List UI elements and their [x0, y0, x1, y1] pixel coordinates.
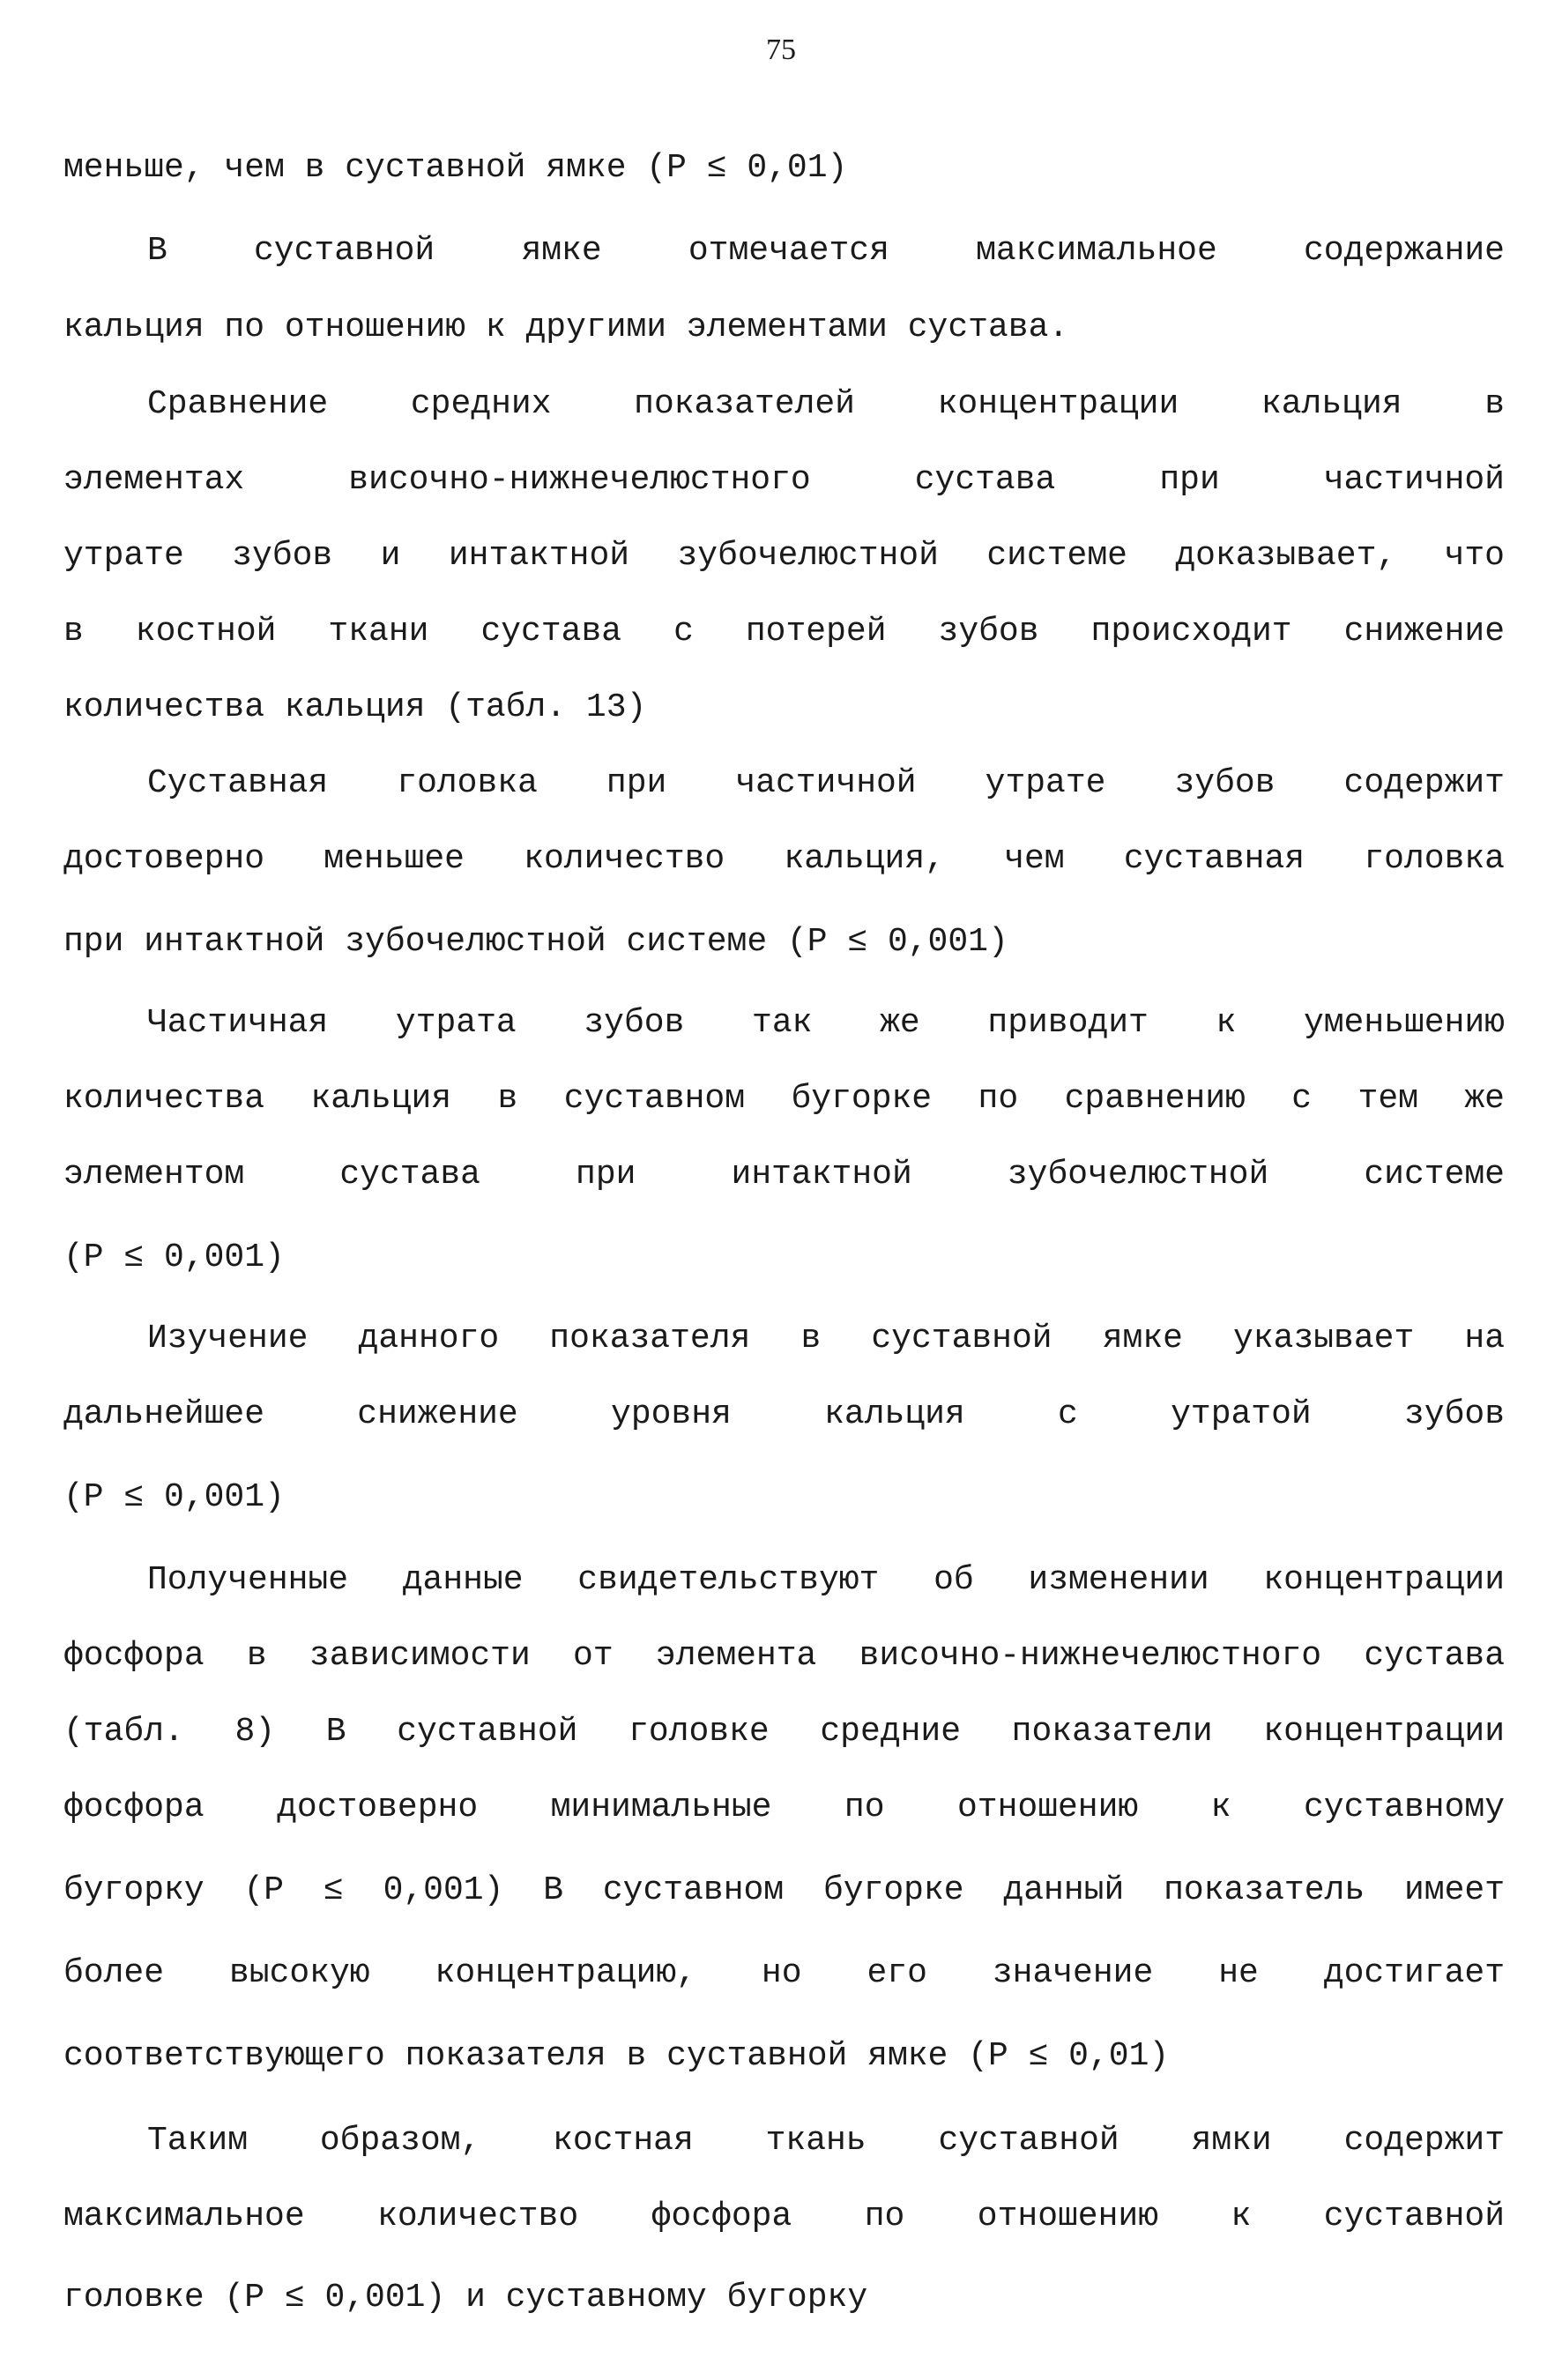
text-line: фосфора в зависимости от элемента височно-нижнечелюстного сустава — [63, 1637, 1505, 1675]
text-line: элементом сустава при интактной зубочелюстной системе — [63, 1156, 1505, 1194]
text-line: В суставной ямке отмечается максимальное содержание — [147, 232, 1505, 270]
text-line: Частичная утрата зубов так же приводит к уменьшению — [147, 1004, 1505, 1042]
text-line: фосфора достоверно минимальные по отношению к суставному — [63, 1789, 1505, 1826]
text-line: кальция по отношению к другими элементами сустава. — [63, 309, 1069, 346]
text-line: элементах височно-нижнечелюстного сустава при частичной — [63, 461, 1505, 499]
text-line: максимальное количество фосфора по отношению к суставной — [63, 2198, 1505, 2235]
text-line: (P ≤ 0,001) — [63, 1238, 285, 1276]
text-line: в костной ткани сустава с потерей зубов происходит снижение — [63, 613, 1505, 651]
text-line: количества кальция (табл. 13) — [63, 688, 647, 726]
text-line: Сравнение средних показателей концентрации кальция в — [147, 385, 1505, 423]
text-line: количества кальция в суставном бугорке по сравнению с тем же — [63, 1080, 1505, 1118]
text-line: меньше, чем в суставной ямке (P ≤ 0,01) — [63, 149, 848, 187]
text-line: Изучение данного показателя в суставной ямке указывает на — [147, 1320, 1505, 1357]
page-number: 75 — [766, 33, 796, 66]
text-line: при интактной зубочелюстной системе (P ≤ 0,001) — [63, 923, 1008, 961]
text-line: более высокую концентрацию, но его значение не достигает — [63, 1954, 1505, 1992]
text-line: соответствующего показателя в суставной ямке (P ≤ 0,01) — [63, 2037, 1170, 2075]
text-line: головке (P ≤ 0,001) и суставному бугорку — [63, 2279, 868, 2317]
text-line: Суставная головка при частичной утрате зубов содержит — [147, 764, 1505, 802]
text-line: Полученные данные свидетельствуют об изменении концентрации — [147, 1561, 1505, 1599]
text-line: достоверно меньшее количество кальция, чем суставная головка — [63, 840, 1505, 878]
text-line: дальнейшее снижение уровня кальция с утратой зубов — [63, 1395, 1505, 1433]
text-line: бугорку (P ≤ 0,001) В суставном бугорке данный показатель имеет — [63, 1871, 1505, 1909]
text-line: (P ≤ 0,001) — [63, 1478, 285, 1516]
text-line: утрате зубов и интактной зубочелюстной системе доказывает, что — [63, 537, 1505, 575]
text-line: (табл. 8) В суставной головке средние показатели концентрации — [63, 1713, 1505, 1751]
text-line: Таким образом, костная ткань суставной ямки содержит — [147, 2122, 1505, 2160]
